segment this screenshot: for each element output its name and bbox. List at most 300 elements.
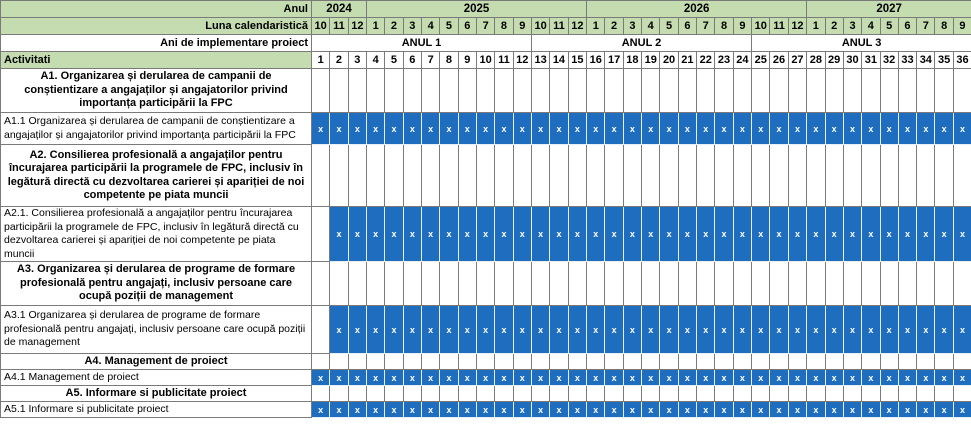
grid-cell bbox=[733, 386, 751, 402]
month-number-cell: 22 bbox=[697, 52, 715, 69]
schedule-mark: x bbox=[348, 207, 366, 262]
schedule-mark: x bbox=[898, 207, 916, 262]
schedule-mark: x bbox=[898, 306, 916, 354]
subactivity-row bbox=[1, 370, 971, 386]
month-number-cell: 30 bbox=[843, 52, 861, 69]
schedule-mark: x bbox=[458, 370, 476, 386]
schedule-mark: x bbox=[385, 207, 403, 262]
grid-cell bbox=[678, 145, 696, 207]
grid-cell bbox=[312, 207, 330, 262]
schedule-mark: x bbox=[330, 402, 348, 418]
month-number-cell: 26 bbox=[770, 52, 788, 69]
schedule-mark: x bbox=[935, 402, 953, 418]
grid-cell bbox=[476, 145, 494, 207]
grid-cell bbox=[367, 262, 385, 306]
month-cell: 11 bbox=[330, 18, 348, 35]
grid-cell bbox=[403, 386, 421, 402]
schedule-mark: x bbox=[678, 113, 696, 145]
grid-cell bbox=[752, 145, 770, 207]
grid-cell bbox=[917, 354, 935, 370]
schedule-mark: x bbox=[825, 207, 843, 262]
grid-cell bbox=[825, 145, 843, 207]
grid-cell bbox=[421, 386, 439, 402]
grid-cell bbox=[935, 354, 953, 370]
schedule-mark: x bbox=[568, 370, 586, 386]
schedule-mark: x bbox=[697, 113, 715, 145]
schedule-mark: x bbox=[715, 207, 733, 262]
month-cell: 7 bbox=[917, 18, 935, 35]
schedule-mark: x bbox=[898, 113, 916, 145]
schedule-mark: x bbox=[660, 402, 678, 418]
schedule-mark: x bbox=[348, 306, 366, 354]
schedule-mark: x bbox=[862, 370, 880, 386]
grid-cell bbox=[495, 145, 513, 207]
activity-title-row bbox=[1, 262, 971, 306]
grid-cell bbox=[605, 69, 623, 113]
schedule-mark: x bbox=[752, 402, 770, 418]
grid-cell bbox=[862, 145, 880, 207]
activity-title: A3. Organizarea și derularea de programe de formare profesională pentru angajați, inclusiv persoane care ocupă poziții de management bbox=[1, 262, 312, 306]
grid-cell bbox=[587, 262, 605, 306]
month-number-cell: 32 bbox=[880, 52, 898, 69]
grid-cell bbox=[476, 69, 494, 113]
activity-title: A2. Consilierea profesională a angajaților pentru încurajarea participării la programele de FPC, inclusiv în legătură directă cu dezvoltarea carierei și apariției de noi competente pe piata muncii bbox=[1, 145, 312, 207]
grid-cell bbox=[495, 262, 513, 306]
grid-cell bbox=[513, 354, 531, 370]
grid-cell bbox=[843, 262, 861, 306]
schedule-mark: x bbox=[440, 306, 458, 354]
schedule-mark: x bbox=[531, 207, 549, 262]
grid-cell bbox=[953, 262, 971, 306]
grid-cell bbox=[770, 262, 788, 306]
month-number-cell: 16 bbox=[587, 52, 605, 69]
schedule-mark: x bbox=[697, 207, 715, 262]
grid-cell bbox=[605, 386, 623, 402]
schedule-mark: x bbox=[623, 370, 641, 386]
grid-cell bbox=[385, 69, 403, 113]
schedule-mark: x bbox=[770, 207, 788, 262]
month-number-cell: 5 bbox=[385, 52, 403, 69]
grid-cell bbox=[752, 386, 770, 402]
grid-cell bbox=[458, 145, 476, 207]
schedule-mark: x bbox=[953, 370, 971, 386]
month-cell: 12 bbox=[348, 18, 366, 35]
grid-cell bbox=[440, 354, 458, 370]
activities-label: Activitati bbox=[1, 52, 312, 69]
schedule-mark: x bbox=[330, 113, 348, 145]
schedule-mark: x bbox=[403, 113, 421, 145]
schedule-mark: x bbox=[715, 306, 733, 354]
schedule-mark: x bbox=[678, 402, 696, 418]
subactivity-row bbox=[1, 113, 971, 145]
schedule-mark: x bbox=[660, 207, 678, 262]
grid-cell bbox=[385, 354, 403, 370]
grid-cell bbox=[770, 386, 788, 402]
grid-cell bbox=[367, 145, 385, 207]
grid-cell bbox=[807, 145, 825, 207]
schedule-mark: x bbox=[513, 370, 531, 386]
schedule-mark: x bbox=[312, 370, 330, 386]
schedule-mark: x bbox=[697, 402, 715, 418]
schedule-mark: x bbox=[807, 207, 825, 262]
schedule-mark: x bbox=[605, 370, 623, 386]
grid-cell bbox=[917, 386, 935, 402]
grid-cell bbox=[495, 69, 513, 113]
grid-cell bbox=[678, 354, 696, 370]
schedule-mark: x bbox=[605, 402, 623, 418]
grid-cell bbox=[697, 69, 715, 113]
month-cell: 6 bbox=[678, 18, 696, 35]
subactivity-label: A1.1 Organizarea și derularea de campanii de conștientizare a angajaților și angajatorilor privind importanța participării la FPC bbox=[1, 113, 312, 145]
grid-cell bbox=[880, 354, 898, 370]
grid-cell bbox=[660, 354, 678, 370]
schedule-mark: x bbox=[458, 207, 476, 262]
month-number-cell: 4 bbox=[367, 52, 385, 69]
grid-cell bbox=[550, 354, 568, 370]
grid-cell bbox=[568, 145, 586, 207]
grid-cell bbox=[733, 354, 751, 370]
grid-cell bbox=[880, 145, 898, 207]
schedule-mark: x bbox=[440, 402, 458, 418]
grid-cell bbox=[458, 386, 476, 402]
grid-cell bbox=[513, 386, 531, 402]
grid-cell bbox=[605, 354, 623, 370]
schedule-mark: x bbox=[880, 306, 898, 354]
grid-cell bbox=[733, 262, 751, 306]
grid-cell bbox=[715, 69, 733, 113]
activity-title: A5. Informare si publicitate proiect bbox=[1, 386, 312, 402]
schedule-mark: x bbox=[623, 402, 641, 418]
schedule-mark: x bbox=[697, 306, 715, 354]
grid-cell bbox=[660, 145, 678, 207]
grid-cell bbox=[513, 145, 531, 207]
month-cell: 5 bbox=[440, 18, 458, 35]
grid-cell bbox=[513, 262, 531, 306]
month-cell: 9 bbox=[733, 18, 751, 35]
grid-cell bbox=[752, 262, 770, 306]
schedule-mark: x bbox=[531, 370, 549, 386]
schedule-mark: x bbox=[715, 113, 733, 145]
grid-cell bbox=[312, 145, 330, 207]
grid-cell bbox=[587, 69, 605, 113]
schedule-mark: x bbox=[917, 207, 935, 262]
schedule-mark: x bbox=[531, 306, 549, 354]
schedule-mark: x bbox=[917, 402, 935, 418]
row-months bbox=[1, 18, 971, 35]
grid-cell bbox=[403, 69, 421, 113]
grid-cell bbox=[367, 386, 385, 402]
grid-cell bbox=[440, 69, 458, 113]
schedule-mark: x bbox=[587, 207, 605, 262]
subactivity-label: A2.1. Consilierea profesională a angajaților pentru încurajarea participării la programele de FPC, inclusiv în legătură directă cu dezvoltarea carierei și apariției de noi competente pe piata muncii bbox=[1, 207, 312, 262]
grid-cell bbox=[715, 145, 733, 207]
schedule-mark: x bbox=[825, 402, 843, 418]
schedule-mark: x bbox=[440, 207, 458, 262]
grid-cell bbox=[953, 69, 971, 113]
grid-cell bbox=[843, 69, 861, 113]
schedule-mark: x bbox=[715, 402, 733, 418]
schedule-mark: x bbox=[770, 113, 788, 145]
schedule-mark: x bbox=[807, 370, 825, 386]
schedule-mark: x bbox=[403, 370, 421, 386]
schedule-mark: x bbox=[605, 113, 623, 145]
grid-cell bbox=[935, 69, 953, 113]
schedule-mark: x bbox=[403, 207, 421, 262]
month-cell: 5 bbox=[660, 18, 678, 35]
grid-cell bbox=[953, 354, 971, 370]
grid-cell bbox=[531, 354, 549, 370]
schedule-mark: x bbox=[953, 207, 971, 262]
month-number-cell: 15 bbox=[568, 52, 586, 69]
month-number-cell: 2 bbox=[330, 52, 348, 69]
grid-cell bbox=[807, 354, 825, 370]
grid-cell bbox=[623, 354, 641, 370]
row-impl-years bbox=[1, 35, 971, 52]
month-cell: 3 bbox=[623, 18, 641, 35]
schedule-mark: x bbox=[495, 113, 513, 145]
schedule-mark: x bbox=[733, 113, 751, 145]
schedule-mark: x bbox=[458, 113, 476, 145]
schedule-mark: x bbox=[476, 370, 494, 386]
grid-cell bbox=[531, 69, 549, 113]
grid-cell bbox=[623, 262, 641, 306]
grid-cell bbox=[807, 69, 825, 113]
schedule-mark: x bbox=[348, 370, 366, 386]
activity-title-row bbox=[1, 354, 971, 370]
schedule-mark: x bbox=[550, 113, 568, 145]
grid-cell bbox=[697, 262, 715, 306]
schedule-mark: x bbox=[587, 113, 605, 145]
schedule-mark: x bbox=[623, 113, 641, 145]
grid-cell bbox=[862, 386, 880, 402]
grid-cell bbox=[330, 69, 348, 113]
grid-cell bbox=[367, 354, 385, 370]
grid-cell bbox=[385, 145, 403, 207]
grid-cell bbox=[697, 145, 715, 207]
grid-cell bbox=[642, 386, 660, 402]
schedule-mark: x bbox=[880, 113, 898, 145]
schedule-mark: x bbox=[476, 306, 494, 354]
month-cell: 11 bbox=[550, 18, 568, 35]
month-number-cell: 21 bbox=[678, 52, 696, 69]
month-number-cell: 33 bbox=[898, 52, 916, 69]
schedule-mark: x bbox=[752, 370, 770, 386]
grid-cell bbox=[531, 262, 549, 306]
month-cell: 9 bbox=[513, 18, 531, 35]
activity-title-row bbox=[1, 145, 971, 207]
schedule-mark: x bbox=[917, 370, 935, 386]
schedule-mark: x bbox=[880, 370, 898, 386]
schedule-mark: x bbox=[550, 306, 568, 354]
activity-title: A4. Management de proiect bbox=[1, 354, 312, 370]
schedule-mark: x bbox=[495, 370, 513, 386]
grid-cell bbox=[788, 386, 806, 402]
month-cell: 4 bbox=[862, 18, 880, 35]
schedule-mark: x bbox=[495, 306, 513, 354]
grid-cell bbox=[917, 145, 935, 207]
grid-cell bbox=[788, 354, 806, 370]
month-number-cell: 8 bbox=[440, 52, 458, 69]
month-number-cell: 9 bbox=[458, 52, 476, 69]
month-cell: 7 bbox=[697, 18, 715, 35]
schedule-mark: x bbox=[825, 113, 843, 145]
grid-cell bbox=[898, 386, 916, 402]
year-row-label: Anul bbox=[1, 1, 312, 18]
schedule-mark: x bbox=[733, 306, 751, 354]
schedule-mark: x bbox=[843, 370, 861, 386]
grid-cell bbox=[752, 69, 770, 113]
grid-cell bbox=[348, 145, 366, 207]
schedule-mark: x bbox=[440, 370, 458, 386]
grid-cell bbox=[898, 354, 916, 370]
month-cell: 8 bbox=[495, 18, 513, 35]
grid-cell bbox=[623, 69, 641, 113]
schedule-mark: x bbox=[642, 306, 660, 354]
schedule-mark: x bbox=[752, 306, 770, 354]
schedule-mark: x bbox=[421, 370, 439, 386]
month-number-cell: 12 bbox=[513, 52, 531, 69]
schedule-mark: x bbox=[367, 306, 385, 354]
grid-cell bbox=[531, 386, 549, 402]
schedule-mark: x bbox=[513, 402, 531, 418]
grid-cell bbox=[917, 69, 935, 113]
grid-cell bbox=[476, 354, 494, 370]
month-number-cell: 13 bbox=[531, 52, 549, 69]
month-cell: 5 bbox=[880, 18, 898, 35]
grid-cell bbox=[458, 262, 476, 306]
month-cell: 2 bbox=[825, 18, 843, 35]
schedule-mark: x bbox=[385, 402, 403, 418]
schedule-mark: x bbox=[348, 113, 366, 145]
grid-cell bbox=[935, 145, 953, 207]
subactivity-label: A3.1 Organizarea și derularea de programe de formare profesională pentru angajați, inclusiv persoane care ocupă poziții de management bbox=[1, 306, 312, 354]
grid-cell bbox=[367, 69, 385, 113]
grid-cell bbox=[935, 386, 953, 402]
schedule-mark: x bbox=[513, 306, 531, 354]
grid-cell bbox=[788, 69, 806, 113]
grid-cell bbox=[550, 386, 568, 402]
grid-cell bbox=[440, 262, 458, 306]
schedule-mark: x bbox=[807, 402, 825, 418]
impl-year-cell: ANUL 2 bbox=[531, 35, 751, 52]
month-cell: 12 bbox=[568, 18, 586, 35]
schedule-mark: x bbox=[642, 113, 660, 145]
schedule-mark: x bbox=[605, 306, 623, 354]
month-cell: 10 bbox=[531, 18, 549, 35]
grid-cell bbox=[495, 354, 513, 370]
schedule-mark: x bbox=[752, 207, 770, 262]
month-number-cell: 31 bbox=[862, 52, 880, 69]
grid-cell bbox=[862, 69, 880, 113]
month-number-cell: 11 bbox=[495, 52, 513, 69]
schedule-mark: x bbox=[550, 207, 568, 262]
month-number-cell: 6 bbox=[403, 52, 421, 69]
grid-cell bbox=[440, 145, 458, 207]
schedule-mark: x bbox=[623, 306, 641, 354]
schedule-mark: x bbox=[825, 306, 843, 354]
grid-cell bbox=[513, 69, 531, 113]
schedule-mark: x bbox=[421, 207, 439, 262]
grid-cell bbox=[476, 262, 494, 306]
grid-cell bbox=[312, 69, 330, 113]
subactivity-row bbox=[1, 207, 971, 262]
grid-cell bbox=[568, 69, 586, 113]
schedule-mark: x bbox=[825, 370, 843, 386]
schedule-mark: x bbox=[733, 370, 751, 386]
grid-cell bbox=[898, 69, 916, 113]
month-number-cell: 19 bbox=[642, 52, 660, 69]
grid-cell bbox=[642, 262, 660, 306]
month-number-cell: 28 bbox=[807, 52, 825, 69]
grid-cell bbox=[660, 386, 678, 402]
month-cell: 10 bbox=[752, 18, 770, 35]
schedule-mark: x bbox=[917, 306, 935, 354]
schedule-mark: x bbox=[568, 306, 586, 354]
grid-cell bbox=[587, 386, 605, 402]
grid-cell bbox=[623, 386, 641, 402]
schedule-mark: x bbox=[697, 370, 715, 386]
schedule-mark: x bbox=[788, 306, 806, 354]
schedule-mark: x bbox=[807, 306, 825, 354]
grid-cell bbox=[568, 262, 586, 306]
schedule-mark: x bbox=[788, 402, 806, 418]
grid-cell bbox=[312, 262, 330, 306]
schedule-mark: x bbox=[642, 207, 660, 262]
month-number-cell: 7 bbox=[421, 52, 439, 69]
schedule-mark: x bbox=[898, 370, 916, 386]
schedule-mark: x bbox=[898, 402, 916, 418]
grid-cell bbox=[330, 354, 348, 370]
grid-cell bbox=[788, 262, 806, 306]
schedule-mark: x bbox=[568, 207, 586, 262]
grid-cell bbox=[880, 69, 898, 113]
grid-cell bbox=[697, 386, 715, 402]
month-row-label: Luna calendaristică bbox=[1, 18, 312, 35]
month-number-cell: 3 bbox=[348, 52, 366, 69]
schedule-mark: x bbox=[367, 402, 385, 418]
month-cell: 2 bbox=[385, 18, 403, 35]
schedule-mark: x bbox=[862, 306, 880, 354]
grid-cell bbox=[678, 386, 696, 402]
schedule-mark: x bbox=[733, 402, 751, 418]
schedule-mark: x bbox=[367, 113, 385, 145]
grid-cell bbox=[825, 262, 843, 306]
schedule-mark: x bbox=[312, 402, 330, 418]
month-cell: 6 bbox=[898, 18, 916, 35]
schedule-mark: x bbox=[458, 306, 476, 354]
impl-year-cell: ANUL 1 bbox=[312, 35, 532, 52]
grid-cell bbox=[550, 69, 568, 113]
row-month-numbers bbox=[1, 52, 971, 69]
grid-cell bbox=[770, 354, 788, 370]
month-cell: 1 bbox=[587, 18, 605, 35]
schedule-mark: x bbox=[330, 207, 348, 262]
schedule-mark: x bbox=[550, 402, 568, 418]
month-cell: 3 bbox=[843, 18, 861, 35]
schedule-mark: x bbox=[862, 207, 880, 262]
grid-cell bbox=[312, 306, 330, 354]
schedule-mark: x bbox=[935, 306, 953, 354]
grid-cell bbox=[587, 145, 605, 207]
month-number-cell: 14 bbox=[550, 52, 568, 69]
impl-year-cell: ANUL 3 bbox=[752, 35, 971, 52]
month-cell: 1 bbox=[367, 18, 385, 35]
grid-cell bbox=[843, 386, 861, 402]
subactivity-label: A5.1 Informare si publicitate proiect bbox=[1, 402, 312, 418]
schedule-mark: x bbox=[605, 207, 623, 262]
month-cell: 8 bbox=[935, 18, 953, 35]
schedule-mark: x bbox=[385, 370, 403, 386]
